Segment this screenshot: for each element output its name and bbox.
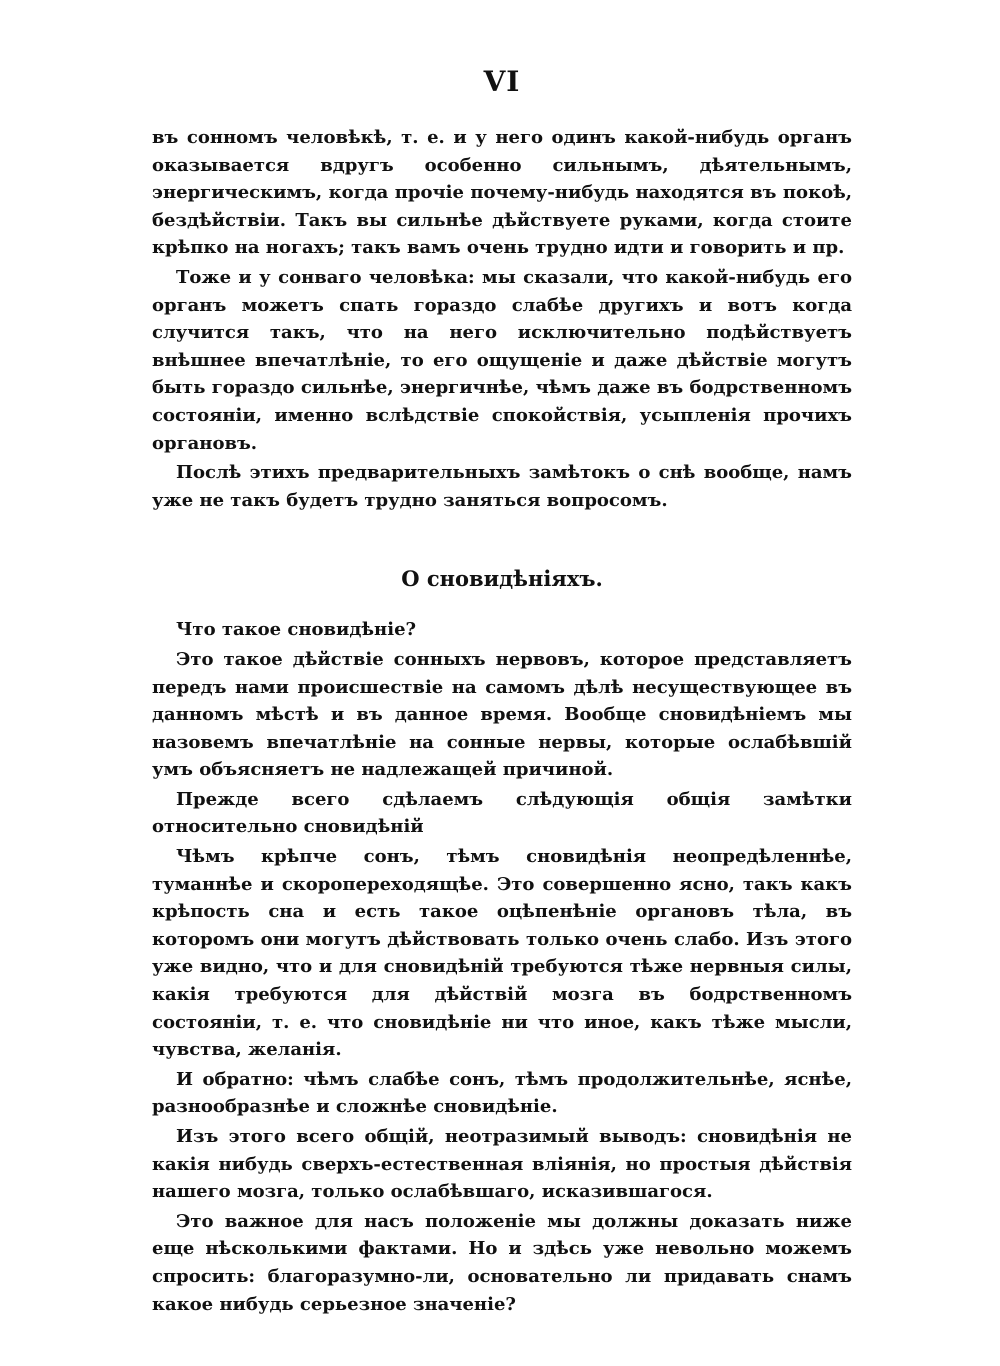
intro-paragraph-3: Послѣ этихъ предварительныхъ замѣтокъ о снѣ вообще, намъ уже не такъ будетъ трудно заняться вопросомъ. [152, 462, 852, 511]
section-paragraph-3: Прежде всего сдѣлаемъ слѣдующія общія замѣтки относительно сновидѣній [152, 788, 852, 838]
intro-paragraph-1: въ сонномъ человѣкѣ, т. е. и у него одинъ какой-нибудь органъ оказывается вдругъ особенно сильнымъ, дѣятельнымъ, энергическимъ, когда прочіе почему-нибудь находятся въ покоѣ, бездѣйствіи. Такъ вы сильнѣе дѣйствуете руками, когда стоите крѣпко на ногахъ; такъ вамъ очень трудно идти и говорить и пр. [152, 127, 852, 259]
page-number: VI [483, 65, 521, 98]
section-paragraph-7: Это важное для насъ положеніе мы должны доказать ниже еще нѣсколькими фактами. Но и здѣсь уже невольно можемъ спросить: благоразумно-ли, основательно ли придавать снамъ какое нибудь серьезное значеніе? [152, 1210, 852, 1315]
section-paragraph-1: Что такое сновидѣніе? [176, 619, 417, 641]
section-paragraph-5: И обратно: чѣмъ слабѣе сонъ, тѣмъ продолжительнѣе, яснѣе, разнообразнѣе и сложнѣе сновидѣніе. [152, 1068, 852, 1118]
section-paragraph-4: Чѣмъ крѣпче сонъ, тѣмъ сновидѣнія неопредѣленнѣе, туманнѣе и скоропереходящѣе. Это совершенно ясно, такъ какъ крѣпость сна и есть такое оцѣпенѣніе органовъ тѣла, въ которомъ они могутъ дѣйствовать только очень слабо. Изъ этого уже видно, что и для сновидѣній требуются тѣже нервныя силы, какія требуются для дѣйствій мозга въ бодрственномъ состояніи, т. е. что сновидѣніе ни что иное, какъ тѣже мысли, чувства, желанія. [152, 846, 852, 1061]
section-paragraph-2: Это такое дѣйствіе сонныхъ нервовъ, которое представляетъ передъ нами происшествіе на самомъ дѣлѣ несуществующее въ данномъ мѣстѣ и въ данное время. Вообще сновидѣніемъ мы назовемъ впечатлѣніе на сонные нервы, которые ослабѣвшій умъ объясняетъ не надлежащей причиной. [152, 648, 852, 781]
intro-paragraph-2: Тоже и у сонваго человѣка: мы сказали, что какой-нибудь его органъ можетъ спать гораздо слабѣе другихъ и вотъ когда случится такъ, что на него исключительно подѣйствуетъ внѣшнее впечатлѣніе, то его ощущеніе и даже дѣйствіе могутъ быть гораздо сильнѣе, энергичнѣе, чѣмъ даже въ бодрственномъ состояніи, именно вслѣдствіе спокойствія, усыпленія прочихъ органовъ. [152, 266, 852, 454]
book-page [152, 62, 852, 1320]
section-title: О сновидѣніяхъ. [401, 566, 603, 592]
section-paragraph-6: Изъ этого всего общій, неотразимый выводъ: сновидѣнія не какія нибудь сверхъ-естественная вліянія, но простыя дѣйствія нашего мозга, только ослабѣвшаго, исказившагося. [152, 1126, 852, 1203]
